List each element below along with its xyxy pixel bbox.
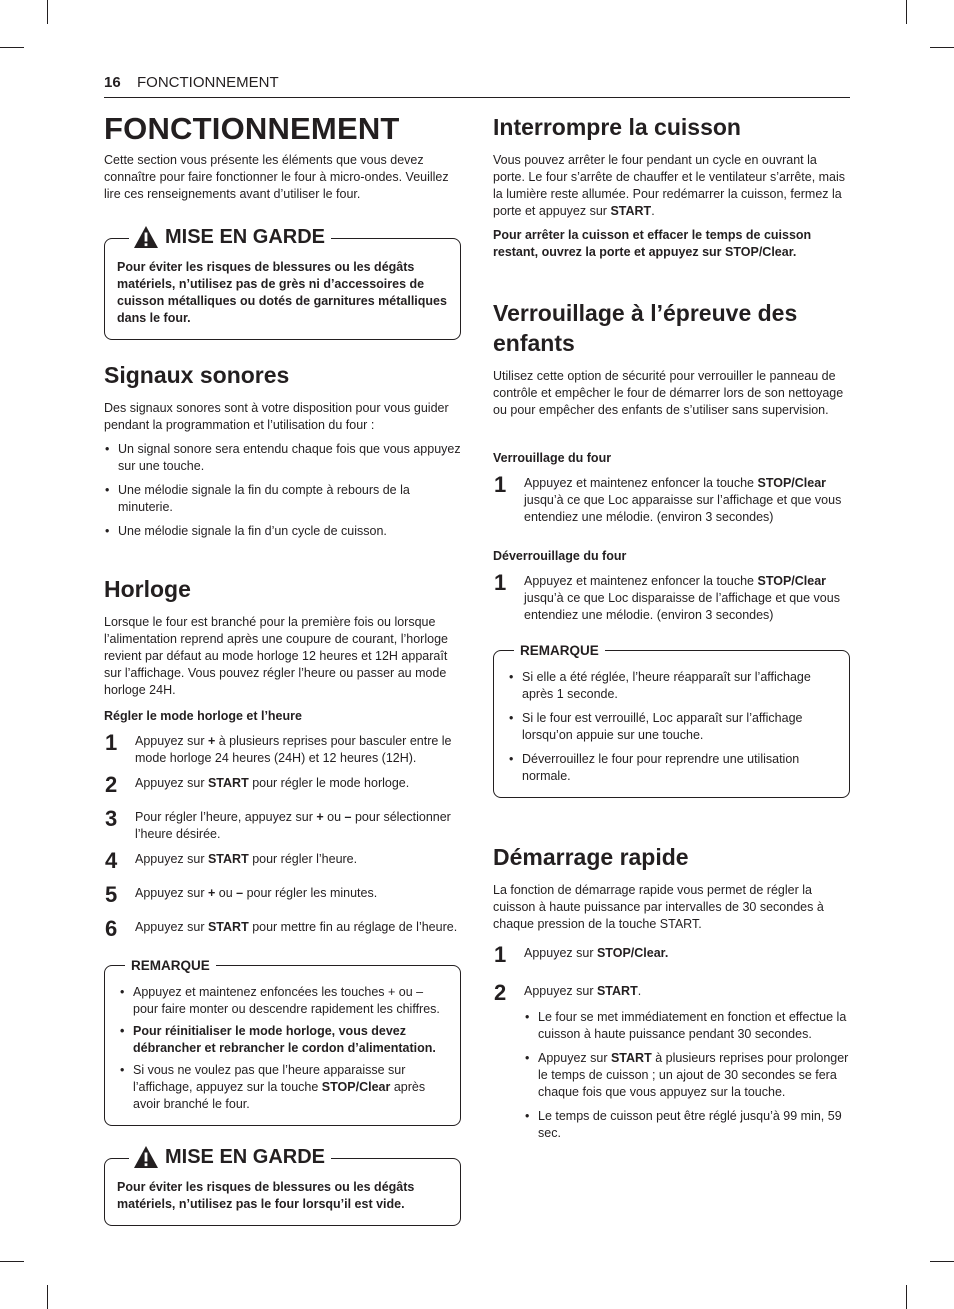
demarrage-intro: La fonction de démarrage rapide vous permet de régler la cuisson à haute puissance par intervalles de 30 secondes à chaque pression de la touche START. (493, 883, 824, 931)
warning-header (129, 225, 331, 249)
list-item: • Le temps de cuisson peut être réglé jusqu’à 99 min, 59 sec. (524, 1108, 850, 1142)
step-number: 2 (105, 772, 118, 797)
warning-title: MISE EN GARDE (165, 1146, 326, 1168)
right-column (493, 110, 850, 1142)
section-name: FONCTIONNEMENT (137, 74, 279, 91)
list-item: • Pour réinitialiser le mode horloge, vous devez débrancher et rebrancher le cordon d’alimentation. (119, 1023, 448, 1057)
section-title-horloge: Horloge (104, 576, 191, 602)
crop-mark (906, 1285, 907, 1309)
step-item: 2 Appuyez sur START. (494, 980, 642, 1005)
list-item: • Déverrouillez le four pour reprendre une utilisation normale. (508, 751, 837, 785)
lock-subheading: Verrouillage du four (493, 451, 612, 465)
step-number: 4 (105, 848, 118, 873)
interrompre-text: Vous pouvez arrêter le four pendant un cycle en ouvrant la porte. Le four s’arrête de chauffer et le ventilateur s’arrête, mais la lumière reste allumée. Pour redémarrer la cuisson, fermez la porte et appuyez sur START. (493, 153, 846, 218)
note-box (493, 643, 850, 798)
section-title-interrompre: Interrompre la cuisson (493, 114, 741, 140)
step-number: 3 (105, 806, 118, 831)
section-title-verrouillage: Verrouillage à l’épreuve des enfants (493, 300, 798, 356)
crop-mark (0, 1261, 24, 1262)
list-item: • Si elle a été réglée, l’heure réapparaît sur l’affichage après 1 seconde. (508, 669, 837, 703)
warning-title: MISE EN GARDE (165, 226, 326, 248)
list-item: • Si le four est verrouillé, Loc apparaît sur l’affichage lorsqu’on appuie sur une touche. (508, 710, 837, 744)
step-item: 2 Appuyez sur START pour régler le mode horloge. (105, 772, 410, 797)
warning-box (104, 1146, 461, 1226)
note-list (119, 984, 448, 1113)
crop-mark (906, 0, 907, 24)
note-title: REMARQUE (514, 642, 605, 659)
step-number: 6 (105, 916, 118, 941)
signaux-intro: Des signaux sonores sont à votre disposition pour vous guider pendant la programmation et l’utilisation du four : (104, 401, 449, 432)
crop-mark (47, 0, 48, 24)
signaux-list (104, 441, 461, 540)
step-item: 1 Appuyez et maintenez enfoncer la touche STOP/Clear jusqu’à ce que Loc disparaisse de l’affichage et que vous entendiez une mélodie. (environ 3 secondes) (494, 570, 840, 622)
step-number: 1 (105, 730, 118, 755)
warning-text: Pour éviter les risques de blessures ou les dégâts matériels, n’utilisez pas de grès ni d’accessoires de cuisson métalliques ou dotés de garnitures métalliques dans le four. (117, 260, 447, 325)
page-number: 16 (104, 74, 121, 91)
warning-text: Pour éviter les risques de blessures ou les dégâts matériels, n’utilisez pas le four lorsqu’il est vide. (117, 1180, 415, 1211)
horloge-steps (104, 731, 461, 941)
list-item: • Un signal sonore sera entendu chaque fois que vous appuyez sur une touche. (104, 441, 461, 475)
list-item: • Appuyez sur START à plusieurs reprises pour prolonger le temps de cuisson ; un ajout de 30 secondes se fera chaque fois que vous appuyez sur la touche. (524, 1050, 850, 1101)
step-item: 3 Pour régler l’heure, appuyez sur + ou – pour sélectionner l’heure désirée. (105, 806, 451, 841)
list-item: • Une mélodie signale la fin d’un cycle de cuisson. (104, 523, 461, 540)
horloge-subheading: Régler le mode horloge et l’heure (104, 709, 302, 723)
section-title-signaux: Signaux sonores (104, 362, 290, 388)
crop-mark (0, 47, 24, 48)
step-number: 1 (494, 942, 507, 967)
list-item: • Appuyez et maintenez enfoncées les touches + ou – pour faire monter ou descendre rapidement les chiffres. (119, 984, 448, 1018)
list-item: • Si vous ne voulez pas que l’heure apparaisse sur l’affichage, appuyez sur la touche STOP/Clear après avoir branché le four. (119, 1062, 448, 1113)
warning-icon (133, 1145, 159, 1169)
verrouillage-intro: Utilisez cette option de sécurité pour verrouiller le panneau de contrôle et empêcher le four de démarrer lors de son nettoyage ou pour empêcher des enfants de s’utiliser sans supervision. (493, 369, 844, 417)
section-title-demarrage: Démarrage rapide (493, 844, 689, 870)
step-item: 5 Appuyez sur + ou – pour régler les minutes. (105, 882, 378, 907)
note-list (508, 669, 837, 785)
crop-mark (930, 1261, 954, 1262)
warning-header (129, 1145, 331, 1169)
step-number: 1 (494, 472, 507, 497)
crop-mark (47, 1285, 48, 1309)
interrompre-bold-text: Pour arrêter la cuisson et effacer le temps de cuisson restant, ouvrez la porte et appuyez sur STOP/Clear. (493, 228, 812, 259)
unlock-subheading: Déverrouillage du four (493, 549, 627, 563)
demarrage-list (524, 1009, 850, 1142)
page-title: FONCTIONNEMENT (104, 111, 400, 146)
note-title: REMARQUE (125, 957, 216, 974)
warning-box (104, 226, 461, 340)
left-column (104, 110, 461, 1226)
intro-text: Cette section vous présente les éléments que vous devez connaître pour faire fonctionner le four à micro-ondes. Veuillez lire ces renseignements avant d’utiliser le four. (104, 153, 449, 201)
page-header (104, 74, 850, 98)
step-item: 4 Appuyez sur START pour régler l’heure. (105, 848, 358, 873)
step-item: 1 Appuyez sur STOP/Clear. (494, 942, 669, 967)
step-item: 6 Appuyez sur START pour mettre fin au réglage de l’heure. (105, 916, 458, 941)
step-number: 2 (494, 980, 507, 1005)
step-number: 5 (105, 882, 118, 907)
step-item: 1 Appuyez et maintenez enfoncer la touche STOP/Clear jusqu’à ce que Loc apparaisse sur l’affichage et que vous entendiez une mélodie. (environ 3 secondes) (494, 472, 842, 524)
step-number: 1 (494, 570, 507, 595)
note-box (104, 958, 461, 1126)
list-item: • Le four se met immédiatement en fonction et effectue la cuisson à haute puissance pendant 30 secondes. (524, 1009, 850, 1043)
list-item: • Une mélodie signale la fin du compte à rebours de la minuterie. (104, 482, 461, 516)
step-item: 1 Appuyez sur + à plusieurs reprises pour basculer entre le mode horloge 24 heures (24H) et 12 heures (12H). (105, 730, 452, 765)
horloge-intro: Lorsque le four est branché pour la première fois ou lorsque l’alimentation reprend après une coupure de courant, l’horloge revient par défaut au mode horloge 12 heures et 12H apparaît sur l’affichage. Vous pouvez régler l’heure ou passer au mode horloge 24H. (104, 615, 448, 697)
crop-mark (930, 47, 954, 48)
warning-icon (133, 225, 159, 249)
